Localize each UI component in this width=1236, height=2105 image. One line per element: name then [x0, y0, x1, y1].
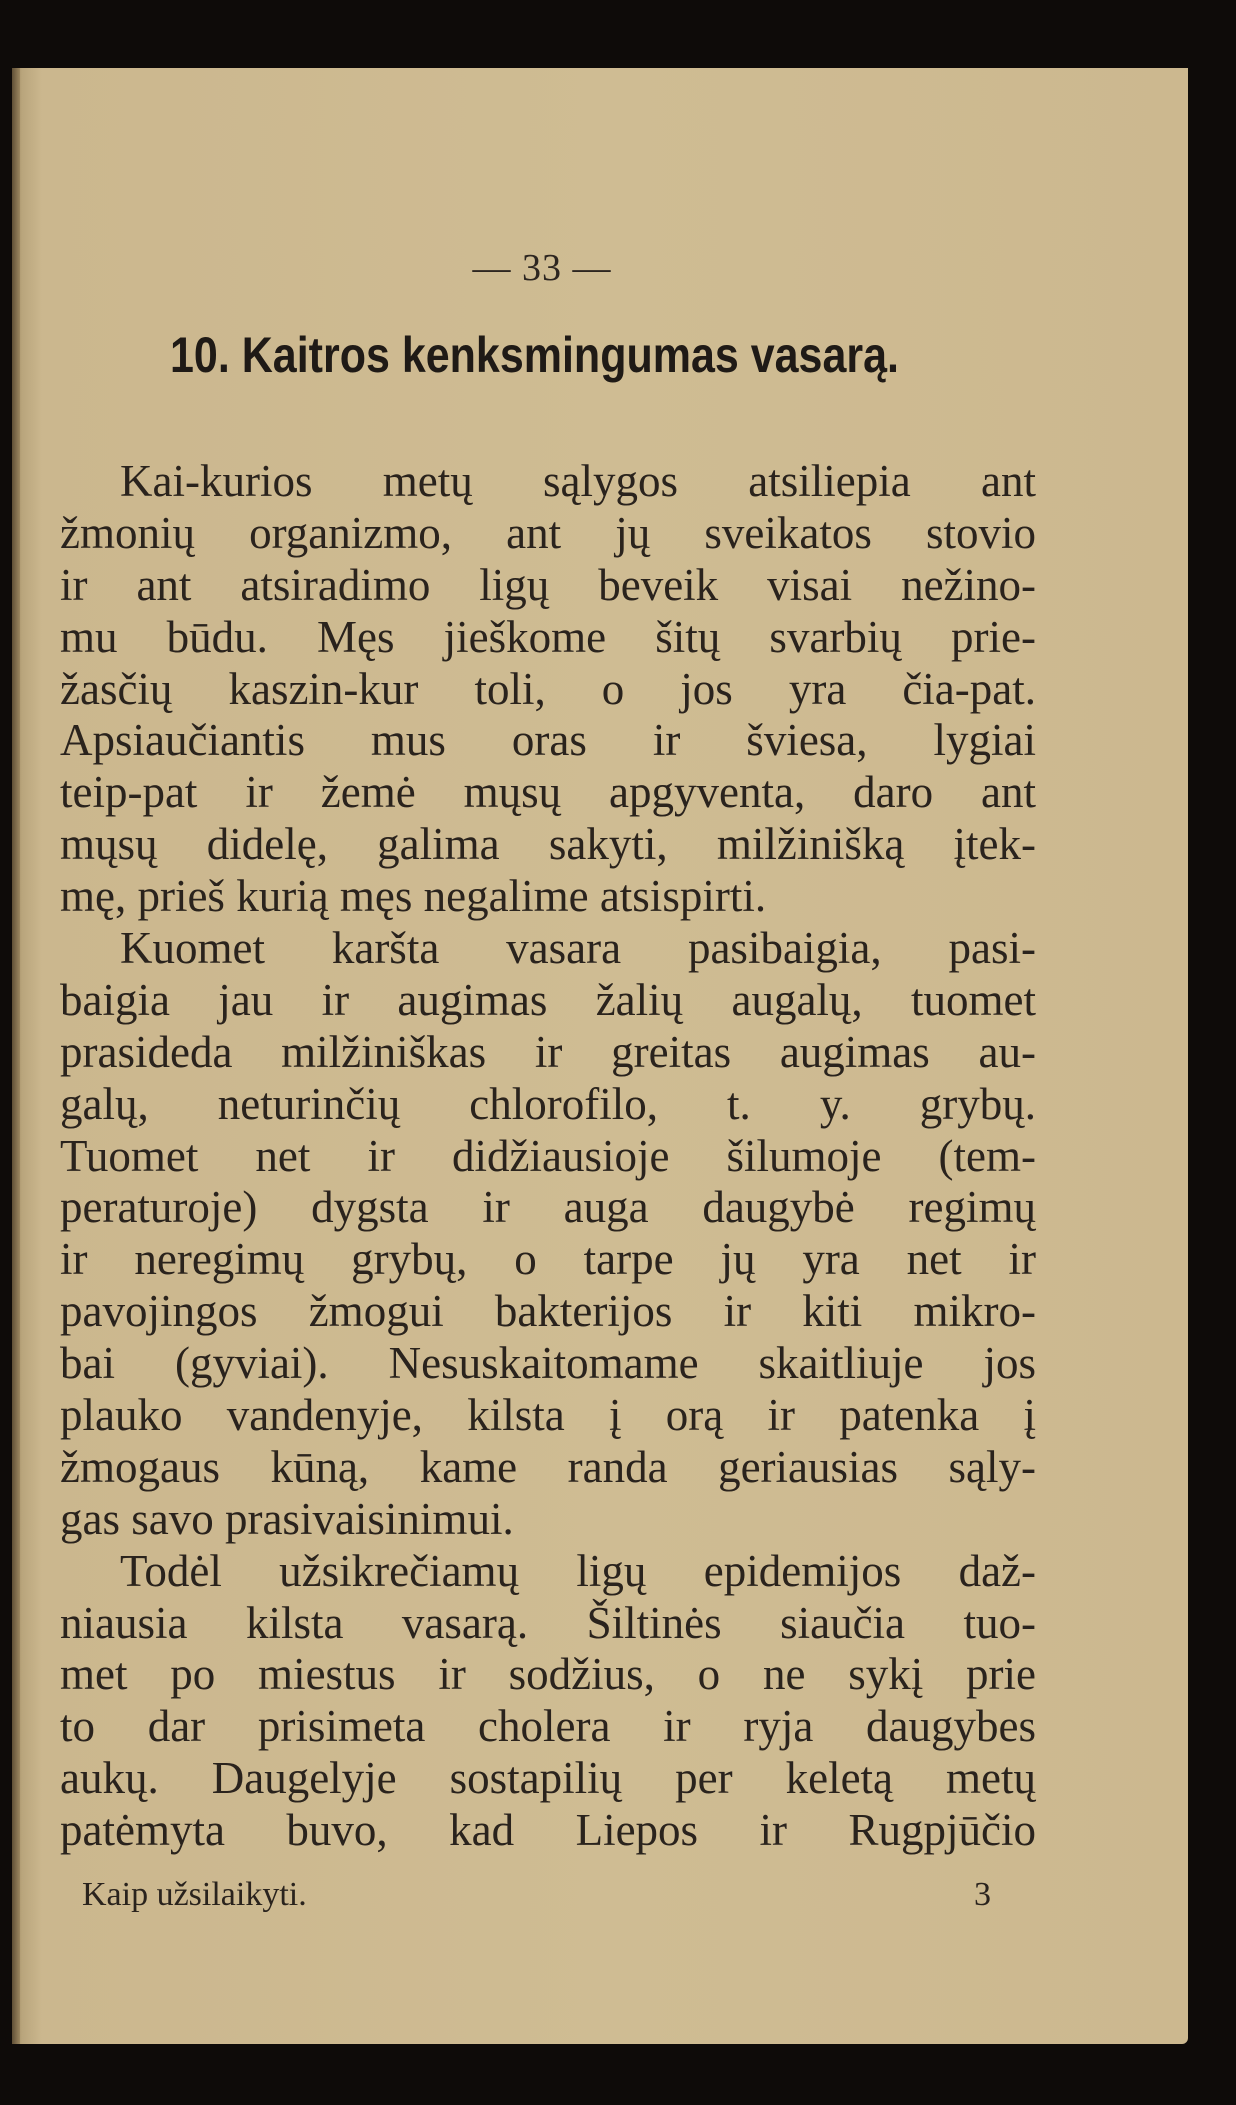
text-line: Tuomet net ir didžiausioje šilumoje (tem-	[60, 1130, 1036, 1181]
text-line: to dar prisimeta cholera ir ryja daugybes	[60, 1701, 1036, 1752]
text-line: prasideda milžiniškas ir greitas augimas au-	[60, 1026, 1036, 1077]
text-line: peraturoje) dygsta ir auga daugybė regimų	[60, 1182, 1036, 1233]
text-line: ir neregimų grybų, o tarpe jų yra net ir	[60, 1234, 1036, 1285]
page-binding-edge	[12, 68, 20, 2044]
text-line: Kai-kurios metų sąlygos atsiliepia ant	[120, 456, 1036, 506]
text-line: ir ant atsiradimo ligų beveik visai nežino-	[60, 559, 1036, 610]
footer-sheet-number: 3	[974, 1876, 991, 1913]
text-line: žasčių kaszin-kur toli, o jos yra čia-pat.	[60, 663, 1036, 714]
text-line: mu būdu. Męs jieškome šitų svarbių prie-	[60, 611, 1036, 662]
body-text	[60, 456, 1036, 1857]
book-page	[12, 68, 1188, 2044]
text-line: niausia kilsta vasarą. Šiltinės siaučia tuo-	[60, 1597, 1036, 1648]
text-line: Todėl užsikrečiamų ligų epidemijos daž-	[120, 1545, 1036, 1596]
text-line: žmonių organizmo, ant jų sveikatos stovio	[60, 507, 1036, 558]
text-line: plauko vandenyje, kilsta į orą ir patenka į	[60, 1390, 1036, 1441]
text-line: patėmyta buvo, kad Liepos ir Rugpjūčio	[60, 1805, 1036, 1856]
text-line: Apsiaučiantis mus oras ir šviesa, lygiai	[60, 715, 1036, 766]
text-line: mųsų didelę, galima sakyti, milžinišką įtek-	[60, 819, 1036, 870]
text-line: aukų. Daugelyje sostapilių per keletą metų	[60, 1753, 1036, 1804]
text-line: žmogaus kūną, kame randa geriausias sąly-	[60, 1441, 1036, 1492]
text-line: baigia jau ir augimas žalių augalų, tuomet	[60, 974, 1036, 1025]
text-line: Kuomet karšta vasara pasibaigia, pasi-	[120, 923, 1036, 974]
page-number: — 33 —	[472, 247, 612, 289]
text-line: met po miestus ir sodžius, o ne sykį prie	[60, 1649, 1036, 1700]
text-line: pavojingos žmogui bakterijos ir kiti mikro-	[60, 1286, 1036, 1337]
text-line: galų, neturinčių chlorofilo, t. y. grybų.	[60, 1078, 1036, 1129]
section-title: 10. Kaitros kenksmingumas vasarą.	[170, 327, 899, 383]
footer-signature: Kaip užsilaikyti.	[82, 1876, 307, 1913]
text-line: bai (gyviai). Nesuskaitomame skaitliuje jos	[60, 1338, 1036, 1389]
text-line: mę, prieš kurią męs negalime atsispirti.	[60, 871, 767, 922]
text-line: gas savo prasivaisinimui.	[60, 1493, 514, 1544]
text-line: teip-pat ir žemė mųsų apgyventa, daro ant	[60, 767, 1036, 818]
